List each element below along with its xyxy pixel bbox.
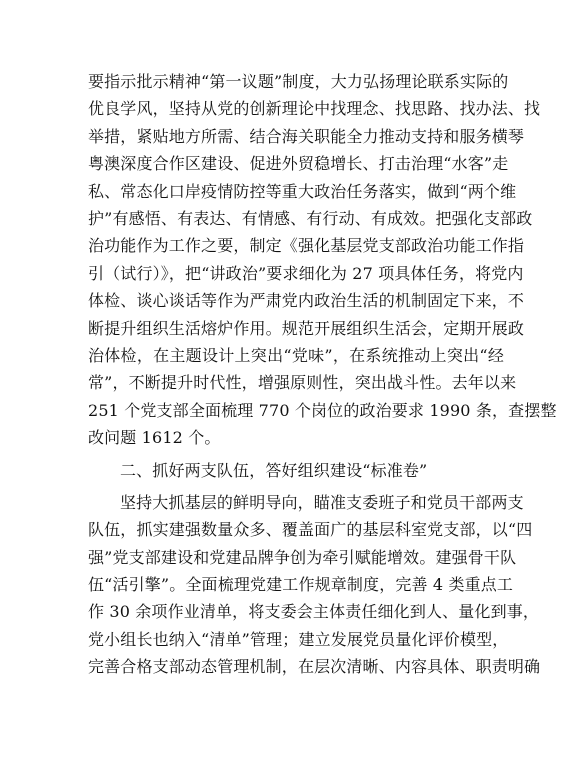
paragraph-2-line-first: 坚持大抓基层的鲜明导向，瞄准支委班子和党员干部两支 xyxy=(120,492,524,512)
paragraph-2-line: 强”党支部建设和党建品牌争创为牵引赋能增效。建强骨干队 xyxy=(88,547,517,567)
paragraph-1-line: 护”有感悟、有表达、有情感、有行动、有成效。把强化支部政 xyxy=(88,208,533,228)
paragraph-1-line: 粤澳深度合作区建设、促进外贸稳增长、打击治理“水客”走 xyxy=(88,154,509,174)
section-heading-2: 二、抓好两支队伍，答好组织建设“标准卷” xyxy=(120,461,428,481)
paragraph-1-line: 251 个党支部全面梳理 770 个岗位的政治要求 1990 条，查摆整 xyxy=(88,400,557,420)
paragraph-1-line: 常”，不断提升时代性，增强原则性，突出战斗性。去年以来 xyxy=(88,373,517,393)
paragraph-1-line: 要指示批示精神“第一议题”制度，大力弘扬理论联系实际的 xyxy=(88,72,509,91)
paragraph-1-line: 举措，紧贴地方所需、结合海关职能全力推动支持和服务横琴 xyxy=(88,126,525,146)
paragraph-1-line: 私、常态化口岸疫情防控等重大政治任务落实，做到“两个维 xyxy=(88,181,517,201)
document-body xyxy=(88,68,557,681)
paragraph-1-line: 体检、谈心谈话等作为严肃党内政治生活的机制固定下来，不 xyxy=(88,291,525,311)
paragraph-1-line-last: 改问题 1612 个。 xyxy=(88,428,221,448)
paragraph-1-line: 治功能作为工作之要，制定《强化基层党支部政治功能工作指 xyxy=(88,236,525,256)
paragraph-1-line: 断提升组织生活熔炉作用。规范开展组织生活会，定期开展政 xyxy=(88,318,525,338)
paragraph-2-line: 完善合格支部动态管理机制，在层次清晰、内容具体、职责明确 xyxy=(88,657,541,677)
paragraph-2-line: 作 30 余项作业清单，将支委会主体责任细化到人、量化到事， xyxy=(88,602,540,622)
paragraph-2 xyxy=(88,489,541,681)
paragraph-1-line: 引（试行）》，把“讲政治”要求细化为 27 项具体任务，将党内 xyxy=(88,263,524,283)
paragraph-1 xyxy=(88,68,557,451)
paragraph-2-line: 队伍，抓实建强数量众多、覆盖面广的基层科室党支部，以“四 xyxy=(88,520,533,540)
paragraph-1-line: 治体检，在主题设计上突出“党味”，在系统推动上突出“经 xyxy=(88,345,504,365)
paragraph-2-line: 伍“活引擎”。全面梳理党建工作规章制度，完善 4 类重点工 xyxy=(88,575,514,595)
paragraph-1-line: 优良学风，坚持从党的创新理论中找理念、找思路、找办法、找 xyxy=(88,99,541,119)
paragraph-2-line: 党小组长也纳入“清单”管理；建立发展党员量化评价模型， xyxy=(88,629,509,649)
